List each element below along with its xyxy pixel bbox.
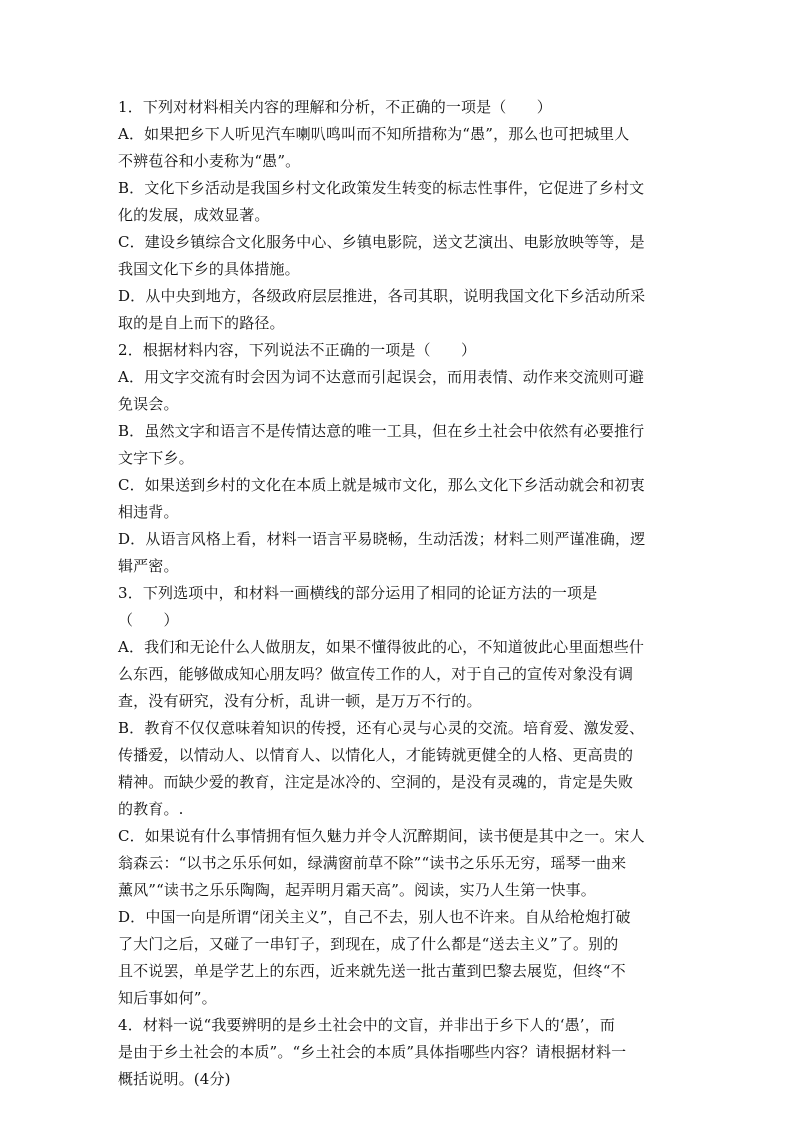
q2-option-d-line2: 辑严密。 (118, 557, 179, 575)
q3-stem-line2: （ ） (118, 611, 179, 629)
q1-option-c-line2: 我国文化下乡的具体措施。 (118, 260, 300, 278)
q4-stem-line3: 概括说明。(4分) (118, 1070, 231, 1088)
q2-option-d-line1: D．从语言风格上看，材料一语言平易晓畅，生动活泼；材料二则严谨准确，逻 (118, 530, 646, 548)
q4-stem-line1: 4．材料一说“我要辨明的是乡土社会中的文盲，并非出于乡下人的‘愚’，而 (118, 1016, 616, 1034)
q3-option-c-line3: 薰风”“读书之乐乐陶陶，起弄明月霜天高”。阅读，实乃人生第一快事。 (118, 881, 596, 899)
q3-option-d-line4: 知后事如何”。 (118, 989, 217, 1007)
q2-option-a-line1: A．用文字交流有时会因为词不达意而引起误会，而用表情、动作来交流则可避 (118, 368, 645, 386)
q3-option-b-line4: 的教育。. (118, 800, 184, 818)
q2-option-b-line2: 文字下乡。 (118, 449, 194, 467)
q1-option-d-line1: D．从中央到地方，各级政府层层推进，各司其职，说明我国文化下乡活动所采 (118, 287, 646, 305)
q3-option-a-line3: 查，没有研究，没有分析，乱讲一顿，是万万不行的。 (118, 692, 482, 710)
q1-option-b-line2: 化的发展，成效显著。 (118, 206, 270, 224)
q2-option-b-line1: B．虽然文字和语言不是传情达意的唯一工具，但在乡土社会中依然有必要推行 (118, 422, 645, 440)
q1-option-a-line1: A．如果把乡下人听见汽车喇叭鸣叫而不知所措称为“愚”，那么也可把城里人 (118, 125, 630, 143)
q3-option-d-line1: D．中国一向是所谓“闭关主义”，自己不去，别人也不许来。自从给枪炮打破 (118, 908, 631, 926)
q1-option-b-line1: B．文化下乡活动是我国乡村文化政策发生转变的标志性事件，它促进了乡村文 (118, 179, 645, 197)
q3-option-c-line1: C．如果说有什么事情拥有恒久魅力并令人沉醉期间，读书便是其中之一。宋人 (118, 827, 645, 845)
q1-option-c-line1: C．建设乡镇综合文化服务中心、乡镇电影院，送文艺演出、电影放映等等，是 (118, 233, 645, 251)
q3-option-c-line2: 翁森云：“以书之乐乐何如，绿满窗前草不除”“读书之乐乐无穷，瑶琴一曲来 (118, 854, 627, 872)
document-body (118, 94, 678, 1093)
q1-stem: 1．下列对材料相关内容的理解和分析，不正确的一项是（ ） (118, 98, 552, 116)
q3-option-b-line1: B．教育不仅仅意味着知识的传授，还有心灵与心灵的交流。培育爱、激发爱、 (118, 719, 645, 737)
q1-option-d-line2: 取的是自上而下的路径。 (118, 314, 285, 332)
q4-stem-line2: 是由于乡土社会的本质”。“乡土社会的本质”具体指哪些内容？请根据材料一 (118, 1043, 627, 1061)
q3-option-b-line3: 精神。而缺少爱的教育，注定是冰冷的、空洞的，是没有灵魂的，肯定是失败 (118, 773, 634, 791)
q3-stem-line1: 3．下列选项中，和材料一画横线的部分运用了相同的论证方法的一项是 (118, 584, 598, 602)
q2-option-c-line2: 相违背。 (118, 503, 179, 521)
q3-option-b-line2: 传播爱，以情动人、以情育人、以情化人，才能铸就更健全的人格、更高贵的 (118, 746, 634, 764)
q3-option-d-line2: 了大门之后，又碰了一串钉子，到现在，成了什么都是“送去主义”了。别的 (118, 935, 619, 953)
q3-option-a-line1: A．我们和无论什么人做朋友，如果不懂得彼此的心，不知道彼此心里面想些什 (118, 638, 645, 656)
q2-option-a-line2: 免误会。 (118, 395, 179, 413)
q3-option-d-line3: 且不说罢，单是学艺上的东西，近来就先送一批古董到巴黎去展览，但终“不 (118, 962, 626, 980)
q2-option-c-line1: C．如果送到乡村的文化在本质上就是城市文化，那么文化下乡活动就会和初衷 (118, 476, 645, 494)
q2-stem: 2．根据材料内容，下列说法不正确的一项是（ ） (118, 341, 477, 359)
q3-option-a-line2: 么东西，能够做成知心朋友吗？做宣传工作的人，对于自己的宣传对象没有调 (118, 665, 634, 683)
q1-option-a-line2: 不辨苞谷和小麦称为“愚”。 (118, 152, 301, 170)
